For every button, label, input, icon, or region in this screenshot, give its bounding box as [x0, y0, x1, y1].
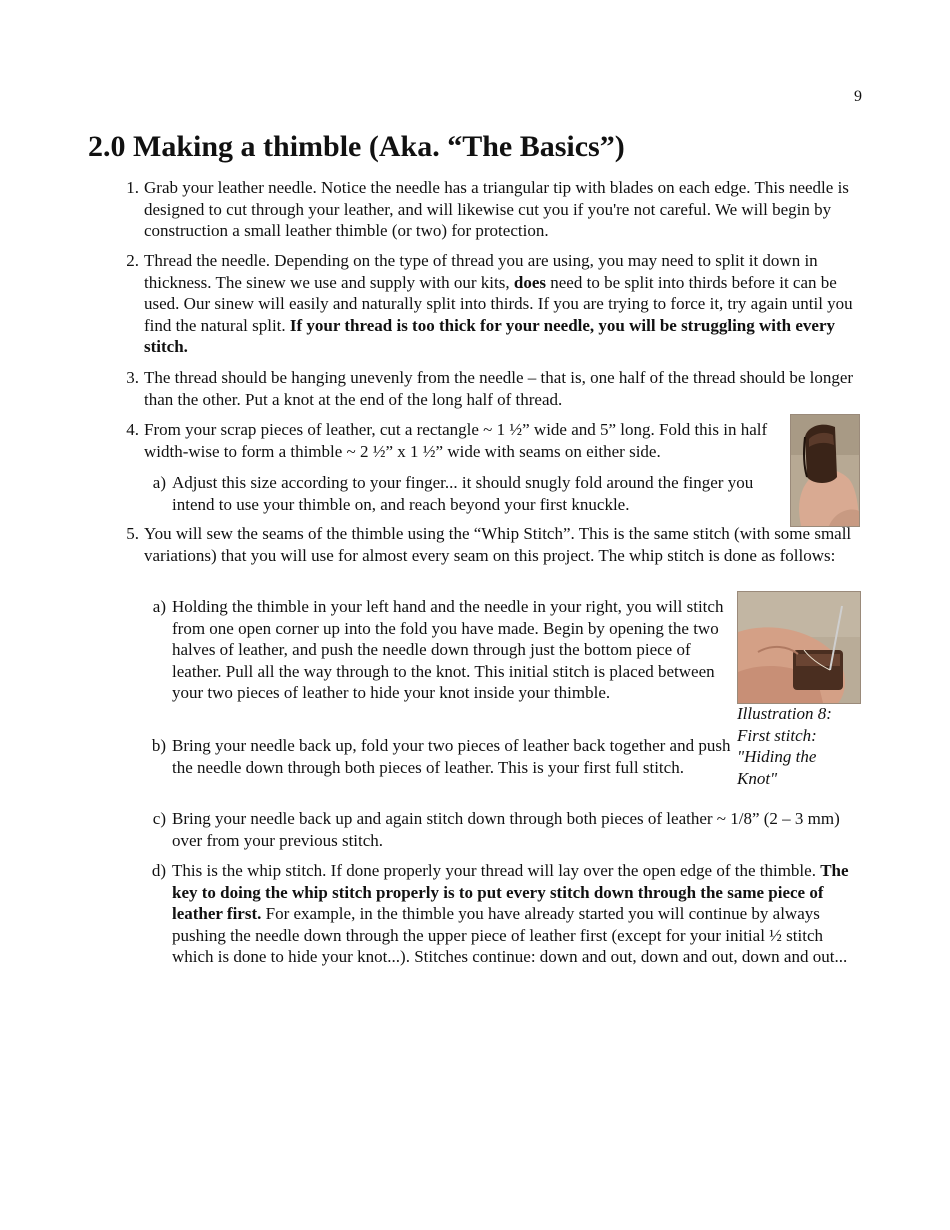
- step-5-text: You will sew the seams of the thimble using the “Whip Stitch”. This is the same stitch (with some small variations) that you will use for almost every seam on this project. The whip stitch is done as follows:: [144, 524, 852, 565]
- step-1-text: Grab your leather needle. Notice the needle has a triangular tip with blades on each edge. This needle is designed to cut through your leather, and will likewise cut you if you're not careful. We will begin by construction a small leather thimble (or two) for protection.: [144, 178, 849, 240]
- section-heading: 2.0 Making a thimble (Aka. “The Basics”): [88, 130, 625, 163]
- step-3-marker: 3.: [126, 368, 139, 387]
- step-5c-marker: c): [152, 809, 166, 828]
- step-5a-marker: a): [152, 597, 166, 616]
- step-5d-text: This is the whip stitch. If done properly your thread will lay over the open edge of the thimble. The key to doing the whip stitch properly is to put every stitch down through the same piece of leather first. For example, in the thimble you have already started you will continue by always pushing the needle down through the upper piece of leather first (except for your initial ½ stitch which is done to hide your knot...). Stitches continue: down and out, down and out, down and out...: [172, 861, 849, 966]
- step-5d-marker: d): [151, 861, 166, 880]
- step-5b-marker: b): [151, 736, 166, 755]
- page-number: 9: [854, 88, 862, 105]
- step-1-marker: 1.: [126, 178, 139, 197]
- step-3-text: The thread should be hanging unevenly from the needle – that is, one half of the thread should be longer than the other. Put a knot at the end of the long half of thread.: [144, 368, 854, 409]
- step-5c-text: Bring your needle back up and again stitch down through both pieces of leather ~ 1/8” (2 – 3 mm) over from your previous stitch.: [172, 809, 840, 850]
- step-2-text: Thread the needle. Depending on the type of thread you are using, you may need to split it down in thickness. The sinew we use and supply with our kits, does need to be split into thirds before it can be used. Our sinew will easily and naturally split into thirds. If you are trying to force it, try again until you find the natural split. If your thread is too thick for your needle, you will be struggling with every stitch.: [144, 251, 853, 356]
- step-4-marker: 4.: [126, 420, 139, 439]
- step-4a-text: Adjust this size according to your finger... it should snugly fold around the finger you intend to use your thimble on, and reach beyond your first knuckle.: [172, 473, 754, 514]
- step-4-text: From your scrap pieces of leather, cut a rectangle ~ 1 ½” wide and 5” long. Fold this in half width-wise to form a thimble ~ 2 ½” x 1 ½” wide with seams on either side.: [144, 420, 768, 461]
- step-4a-marker: a): [152, 473, 166, 492]
- step-5a-text: Holding the thimble in your left hand and the needle in your right, you will stitch from one open corner up into the fold you have made. Begin by opening the two halves of leather, and push the needle down through just the bottom piece of leather. Pull all the way through to the knot. This initial stitch is placed between your two pieces of leather to hide your knot inside your thimble.: [172, 597, 724, 702]
- figure-caption: Illustration 8: First stitch: "Hiding the Knot": [737, 704, 832, 788]
- first-stitch-photo: [737, 591, 861, 704]
- step-5b-text: Bring your needle back up, fold your two pieces of leather back together and push the needle down through both pieces of leather. This is your first full stitch.: [172, 736, 731, 777]
- step-5-marker: 5.: [126, 524, 139, 543]
- step-2-marker: 2.: [126, 251, 139, 270]
- thimble-on-finger-photo: [790, 414, 860, 527]
